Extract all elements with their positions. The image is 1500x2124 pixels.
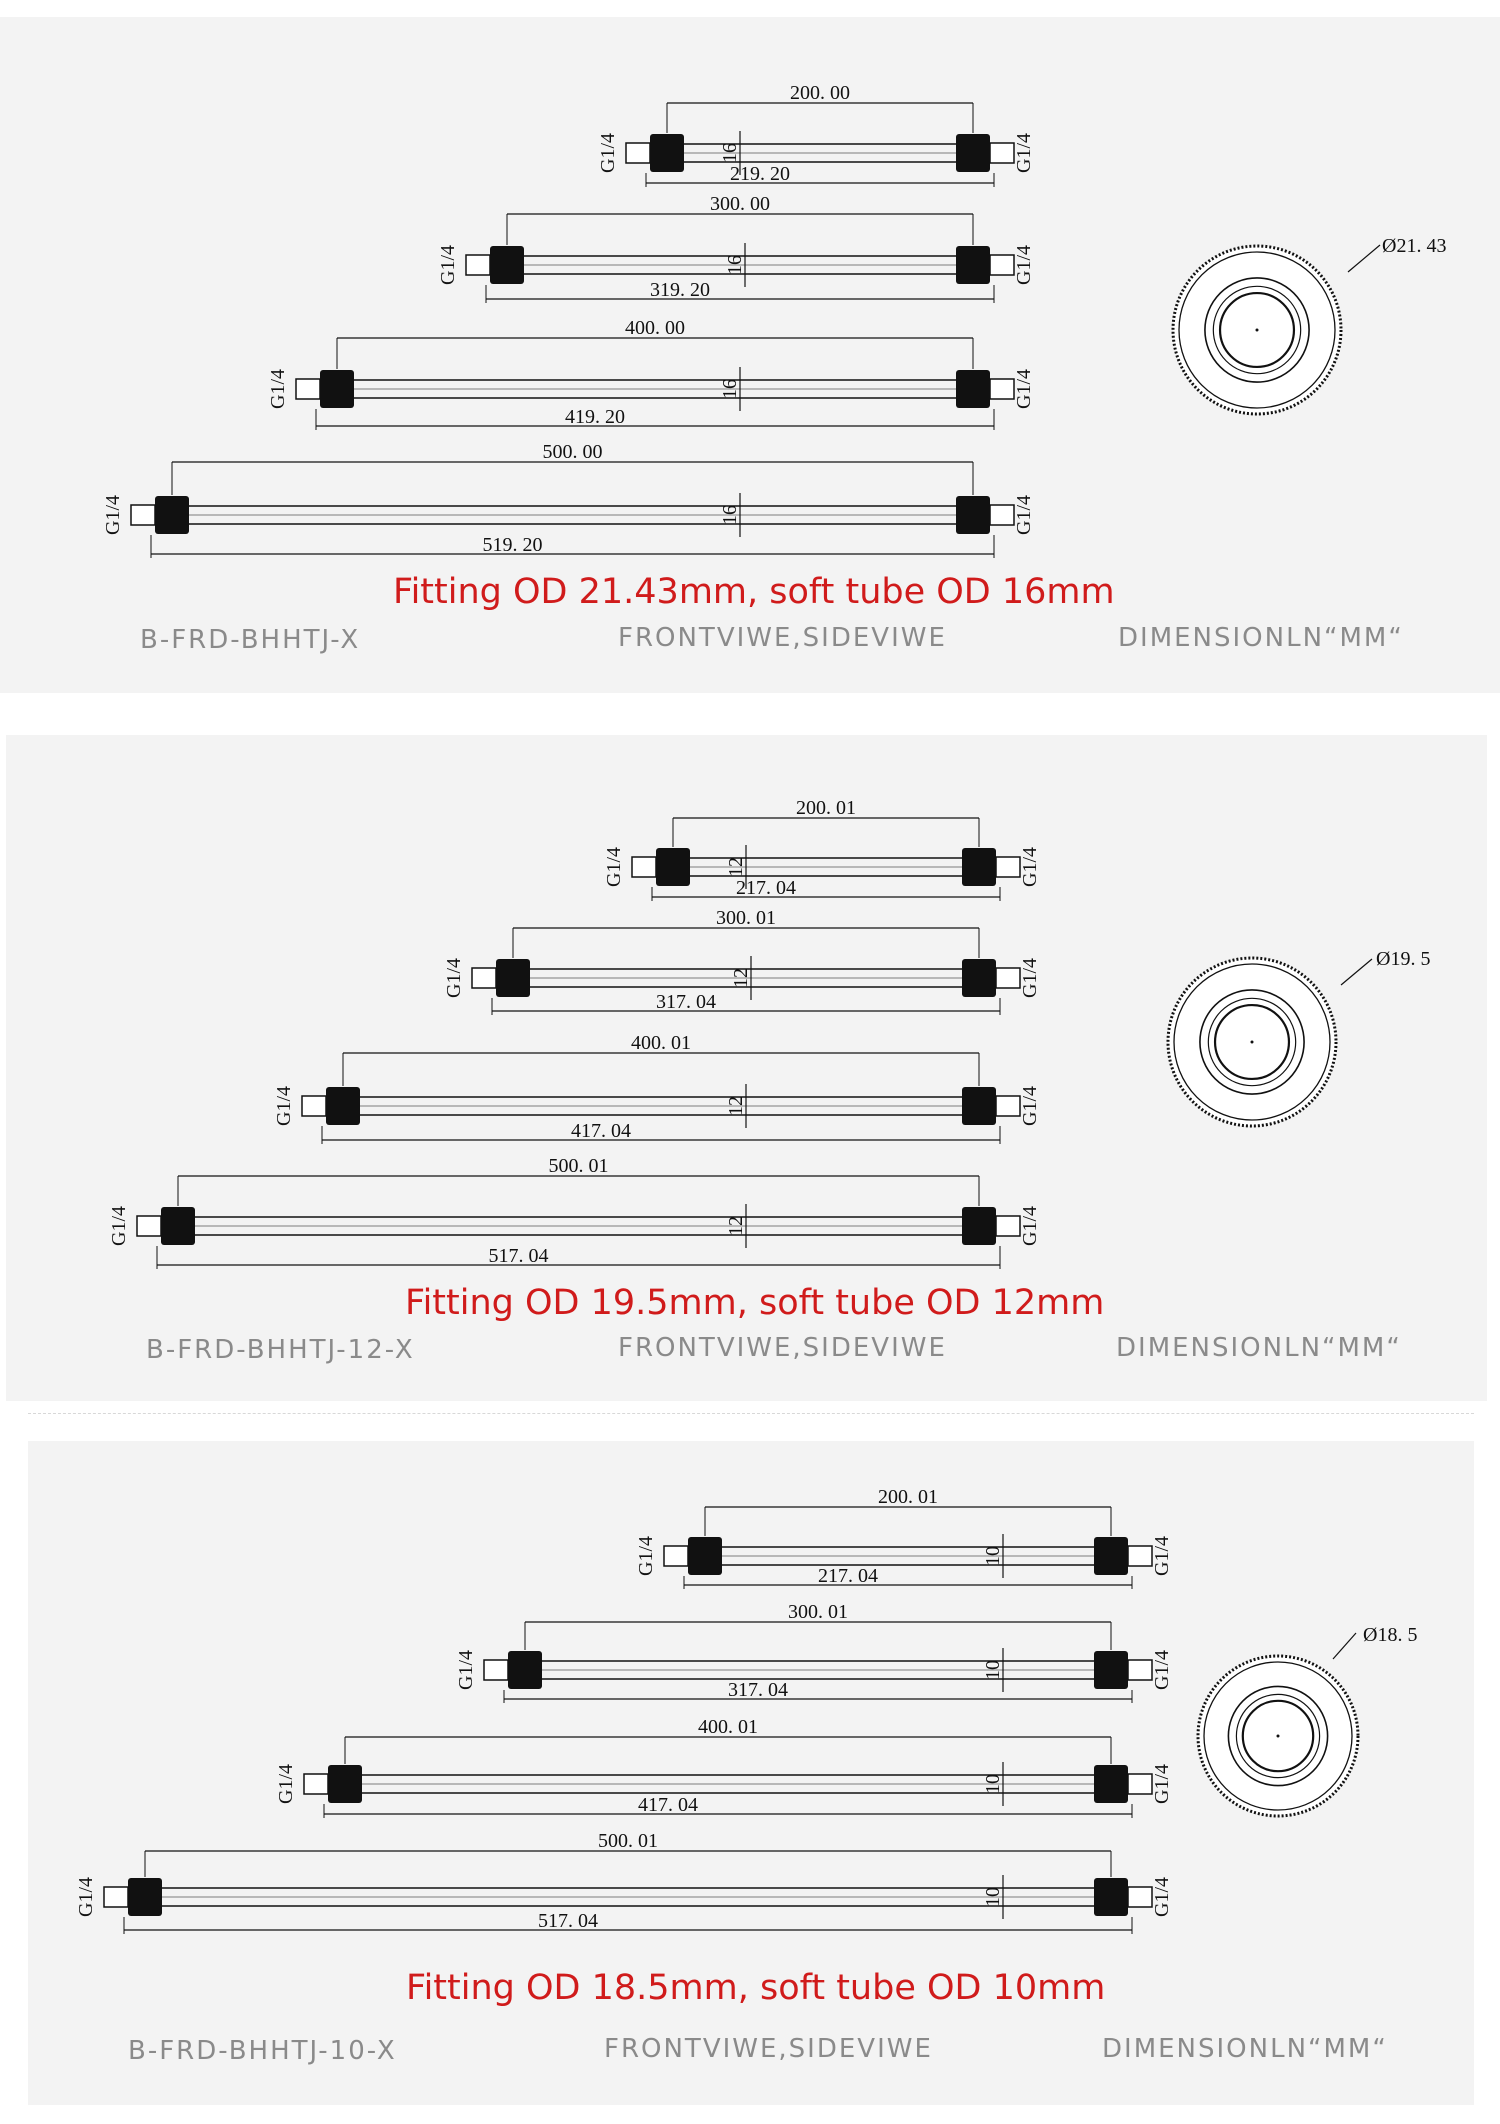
model-number: B-FRD-BHHTJ-12-X bbox=[146, 1335, 415, 1365]
view-label: FRONTVIWE,SIDEVIWE bbox=[618, 623, 947, 653]
thread-label-right: G1/4 bbox=[1151, 1877, 1173, 1917]
right-fitting bbox=[962, 1207, 996, 1245]
bottom-dimension-label: 219. 20 bbox=[730, 163, 790, 185]
tube-assembly-3 bbox=[267, 317, 1035, 430]
left-thread-stub bbox=[484, 1660, 508, 1680]
right-thread-stub bbox=[990, 505, 1014, 525]
right-fitting bbox=[956, 246, 990, 284]
left-thread-stub bbox=[137, 1216, 161, 1236]
left-fitting bbox=[326, 1087, 360, 1125]
right-thread-stub bbox=[1128, 1546, 1152, 1566]
bottom-dimension-label: 317. 04 bbox=[656, 991, 716, 1013]
left-fitting bbox=[155, 496, 189, 534]
panel-caption: Fitting OD 21.43mm, soft tube OD 16mm bbox=[393, 572, 1115, 612]
right-fitting bbox=[1094, 1878, 1128, 1916]
thread-label-right: G1/4 bbox=[1013, 133, 1035, 173]
left-thread-stub bbox=[104, 1887, 128, 1907]
bottom-dimension-label: 419. 20 bbox=[565, 406, 625, 428]
top-dimension-label: 400. 01 bbox=[698, 1716, 758, 1738]
right-thread-stub bbox=[996, 968, 1020, 988]
thread-label-left: G1/4 bbox=[273, 1086, 295, 1126]
view-label: FRONTVIWE,SIDEVIWE bbox=[618, 1333, 947, 1363]
right-fitting bbox=[962, 848, 996, 886]
right-thread-stub bbox=[1128, 1660, 1152, 1680]
top-dimension-label: 300. 00 bbox=[710, 193, 770, 215]
left-fitting bbox=[656, 848, 690, 886]
left-thread-stub bbox=[131, 505, 155, 525]
left-thread-stub bbox=[472, 968, 496, 988]
top-dimension-label: 400. 00 bbox=[625, 317, 685, 339]
left-thread-stub bbox=[632, 857, 656, 877]
drawing-panel-2 bbox=[6, 735, 1487, 1401]
diameter-leader-line bbox=[1333, 1633, 1356, 1659]
thread-label-right: G1/4 bbox=[1151, 1764, 1173, 1804]
thread-label-left: G1/4 bbox=[597, 133, 619, 173]
right-thread-stub bbox=[990, 143, 1014, 163]
tube-assembly-3 bbox=[275, 1716, 1173, 1818]
tube-od-label: 16 bbox=[719, 505, 741, 525]
thread-label-left: G1/4 bbox=[108, 1206, 130, 1246]
left-fitting bbox=[688, 1537, 722, 1575]
right-fitting bbox=[1094, 1537, 1128, 1575]
bottom-dimension-label: 517. 04 bbox=[488, 1245, 549, 1267]
left-fitting bbox=[161, 1207, 195, 1245]
top-dimension-label: 400. 01 bbox=[631, 1032, 691, 1054]
tube-assembly-2 bbox=[443, 907, 1041, 1015]
right-fitting bbox=[956, 496, 990, 534]
tube-assembly-1 bbox=[597, 82, 1035, 187]
left-fitting bbox=[650, 134, 684, 172]
tube-od-label: 16 bbox=[719, 143, 741, 163]
tube-od-label: 12 bbox=[725, 1096, 747, 1116]
top-dimension-label: 200. 00 bbox=[790, 82, 850, 104]
right-fitting bbox=[1094, 1765, 1128, 1803]
bottom-dimension-label: 517. 04 bbox=[538, 1910, 598, 1932]
tube-assembly-1 bbox=[603, 797, 1041, 901]
top-dimension-label: 500. 00 bbox=[542, 441, 603, 463]
bottom-dimension-label: 519. 20 bbox=[482, 534, 543, 556]
thread-label-right: G1/4 bbox=[1013, 369, 1035, 409]
tube-assembly-4 bbox=[108, 1155, 1041, 1269]
tube-assembly-2 bbox=[437, 193, 1035, 303]
tube-od-label: 10 bbox=[982, 1660, 1004, 1680]
drawing-panel-1 bbox=[0, 17, 1500, 693]
top-dimension-label: 300. 01 bbox=[788, 1601, 848, 1623]
top-dimension-label: 200. 01 bbox=[796, 797, 856, 819]
left-thread-stub bbox=[302, 1096, 326, 1116]
left-thread-stub bbox=[626, 143, 650, 163]
tube-od-label: 16 bbox=[719, 379, 741, 399]
unit-label: DIMENSIONLN“MM“ bbox=[1118, 623, 1404, 653]
panel-caption: Fitting OD 18.5mm, soft tube OD 10mm bbox=[406, 1968, 1106, 2008]
tube-assembly-3 bbox=[273, 1032, 1041, 1144]
thread-label-right: G1/4 bbox=[1013, 495, 1035, 535]
thread-label-left: G1/4 bbox=[603, 847, 625, 887]
left-thread-stub bbox=[296, 379, 320, 399]
side-view-center bbox=[1256, 329, 1259, 332]
tube-assembly-4 bbox=[75, 1830, 1173, 1934]
left-fitting bbox=[320, 370, 354, 408]
top-dimension-label: 300. 01 bbox=[716, 907, 776, 929]
model-number: B-FRD-BHHTJ-X bbox=[140, 625, 361, 655]
diameter-leader-line bbox=[1341, 959, 1372, 985]
tube-od-label: 10 bbox=[982, 1546, 1004, 1566]
left-fitting bbox=[328, 1765, 362, 1803]
left-thread-stub bbox=[304, 1774, 328, 1794]
top-dimension-label: 500. 01 bbox=[548, 1155, 609, 1177]
right-thread-stub bbox=[996, 1216, 1020, 1236]
right-thread-stub bbox=[990, 255, 1014, 275]
side-view bbox=[1198, 1624, 1417, 1816]
right-fitting bbox=[956, 370, 990, 408]
thread-label-right: G1/4 bbox=[1151, 1536, 1173, 1576]
tube-assembly-1 bbox=[635, 1486, 1173, 1589]
unit-label: DIMENSIONLN“MM“ bbox=[1102, 2034, 1388, 2064]
unit-label: DIMENSIONLN“MM“ bbox=[1116, 1333, 1402, 1363]
diameter-label: Ø19. 5 bbox=[1376, 948, 1431, 970]
tube-od-label: 16 bbox=[724, 255, 746, 275]
left-thread-stub bbox=[466, 255, 490, 275]
right-fitting bbox=[1094, 1651, 1128, 1689]
bottom-dimension-label: 417. 04 bbox=[571, 1120, 631, 1142]
bottom-dimension-label: 217. 04 bbox=[818, 1565, 878, 1587]
thread-label-left: G1/4 bbox=[443, 958, 465, 998]
tube-od-label: 10 bbox=[982, 1774, 1004, 1794]
top-dimension-label: 500. 01 bbox=[598, 1830, 658, 1852]
bottom-dimension-label: 319. 20 bbox=[650, 279, 710, 301]
tube-od-label: 12 bbox=[725, 857, 747, 877]
diameter-label: Ø18. 5 bbox=[1363, 1624, 1418, 1646]
right-thread-stub bbox=[996, 857, 1020, 877]
side-view-center bbox=[1251, 1041, 1254, 1044]
view-label: FRONTVIWE,SIDEVIWE bbox=[604, 2034, 933, 2064]
thread-label-right: G1/4 bbox=[1019, 1086, 1041, 1126]
thread-label-left: G1/4 bbox=[267, 369, 289, 409]
thread-label-right: G1/4 bbox=[1013, 245, 1035, 285]
thread-label-left: G1/4 bbox=[275, 1764, 297, 1804]
thread-label-right: G1/4 bbox=[1019, 958, 1041, 998]
bottom-dimension-label: 417. 04 bbox=[638, 1794, 698, 1816]
thread-label-left: G1/4 bbox=[635, 1536, 657, 1576]
right-fitting bbox=[956, 134, 990, 172]
bottom-dimension-label: 317. 04 bbox=[728, 1679, 788, 1701]
tube-od-label: 12 bbox=[730, 968, 752, 988]
left-fitting bbox=[128, 1878, 162, 1916]
thread-label-left: G1/4 bbox=[102, 495, 124, 535]
tube-od-label: 12 bbox=[725, 1216, 747, 1236]
side-view bbox=[1168, 948, 1430, 1126]
right-thread-stub bbox=[996, 1096, 1020, 1116]
tube-assembly-4 bbox=[102, 441, 1035, 558]
right-thread-stub bbox=[990, 379, 1014, 399]
thread-label-right: G1/4 bbox=[1019, 847, 1041, 887]
left-fitting bbox=[496, 959, 530, 997]
separator-line bbox=[28, 1413, 1474, 1414]
tube-od-label: 10 bbox=[982, 1887, 1004, 1907]
left-thread-stub bbox=[664, 1546, 688, 1566]
tube-assembly-2 bbox=[455, 1601, 1173, 1703]
right-fitting bbox=[962, 959, 996, 997]
diameter-leader-line bbox=[1348, 245, 1380, 272]
thread-label-left: G1/4 bbox=[75, 1877, 97, 1917]
right-thread-stub bbox=[1128, 1774, 1152, 1794]
panel-caption: Fitting OD 19.5mm, soft tube OD 12mm bbox=[405, 1283, 1105, 1323]
left-fitting bbox=[508, 1651, 542, 1689]
right-fitting bbox=[962, 1087, 996, 1125]
left-fitting bbox=[490, 246, 524, 284]
right-thread-stub bbox=[1128, 1887, 1152, 1907]
thread-label-right: G1/4 bbox=[1019, 1206, 1041, 1246]
drawing-panel-3 bbox=[28, 1441, 1474, 2105]
thread-label-left: G1/4 bbox=[437, 245, 459, 285]
side-view bbox=[1173, 235, 1446, 414]
diameter-label: Ø21. 43 bbox=[1382, 235, 1447, 257]
top-dimension-label: 200. 01 bbox=[878, 1486, 938, 1508]
model-number: B-FRD-BHHTJ-10-X bbox=[128, 2036, 397, 2066]
thread-label-left: G1/4 bbox=[455, 1650, 477, 1690]
bottom-dimension-label: 217. 04 bbox=[736, 877, 796, 899]
side-view-center bbox=[1277, 1735, 1280, 1738]
thread-label-right: G1/4 bbox=[1151, 1650, 1173, 1690]
